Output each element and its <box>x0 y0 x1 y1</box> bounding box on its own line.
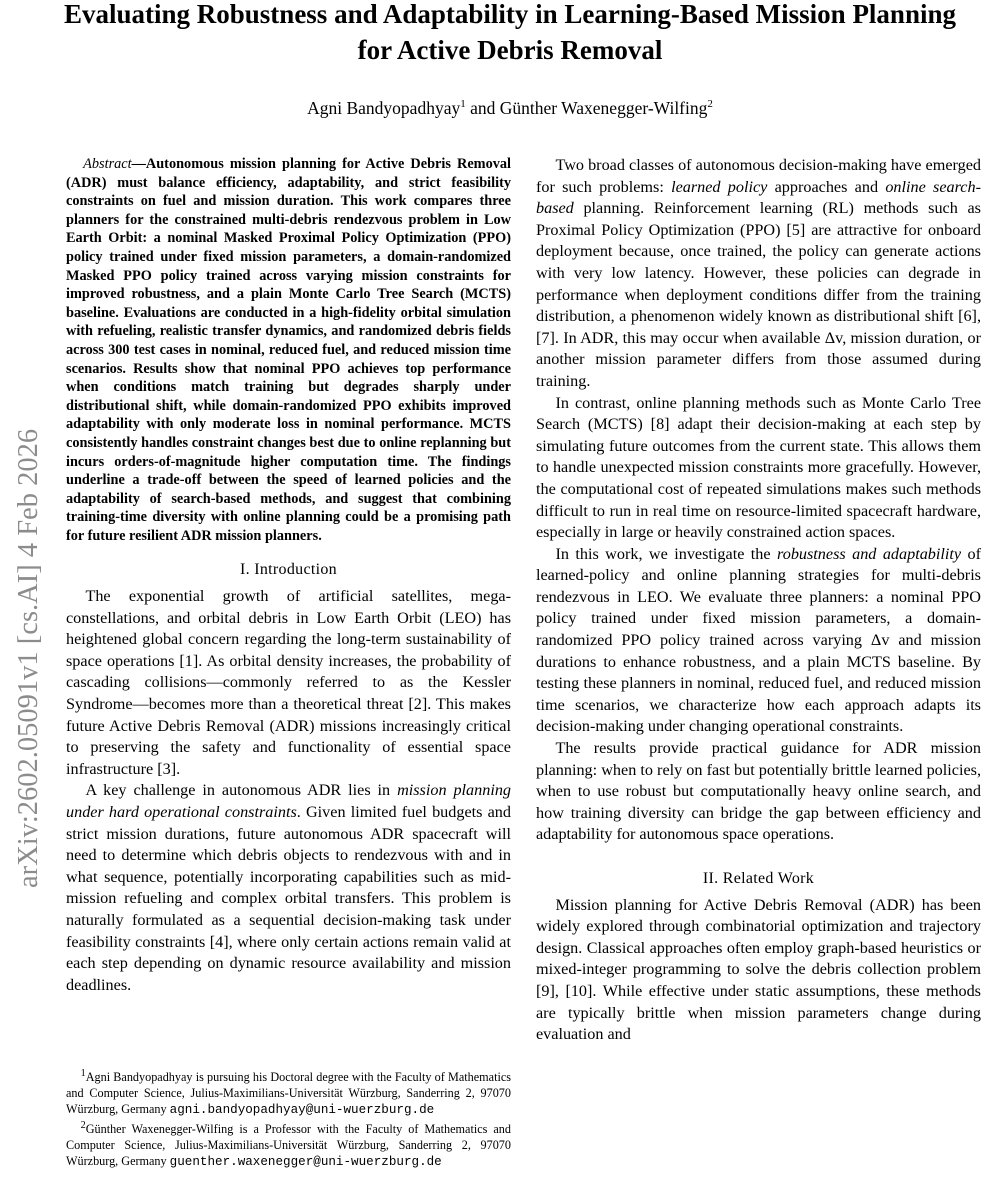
abstract-text: Autonomous mission planning for Active Debris Removal (ADR) must balance efficiency, adaptability, and strict feasibility constraints on fuel and mission duration. This work compares three planners for the constrained multi-debris rendezvous problem in Low Earth Orbit: a nominal Masked Proximal Policy Optimization (PPO) policy trained under fixed mission parameters, a domain-randomized Masked PPO policy trained across varying mission constraints for improved robustness, and a plain Monte Carlo Tree Search (MCTS) baseline. Evaluations are conducted in a high-fidelity orbital simulation with refueling, realistic transfer dynamics, and randomized debris fields across 300 test cases in nominal, reduced fuel, and reduced mission time scenarios. Results show that nominal PPO achieves top performance when conditions match training but degrades sharply under distributional shift, while domain-randomized PPO exhibits improved adaptability with only moderate loss in nominal performance. MCTS consistently handles constraint changes best due to online replanning but incurs orders-of-magnitude higher computation time. The findings underline a trade-off between the speed of learned policies and the adaptability of search-based methods, and suggest that combining training-time diversity with online planning could be a promising path for future resilient ADR mission planners. <box>66 156 511 544</box>
intro-p5-text-b: of learned-policy and online planning strategies for multi-debris rendezvous in LEO. We evaluate three planners: a nominal PPO policy trained under fixed mission parameters, a domain-randomized PPO policy trained across varying Δv and mission durations to enhance robustness, and a plain MCTS baseline. By testing these planners in nominal, reduced fuel, and reduced mission time scenarios, we characterize how each approach adapts its decision-making under changing operational constraints. <box>536 544 981 736</box>
author-line <box>60 92 960 120</box>
footnote-2-mark: 2 <box>80 1120 86 1132</box>
arxiv-identifier: arXiv:2602.05091v1 [cs.AI] 4 Feb 2026 <box>13 428 44 888</box>
intro-p3-emphasis-2: online search-based <box>536 177 981 218</box>
author-1-affiliation-mark: 1 <box>460 98 466 110</box>
intro-paragraph-2 <box>66 780 511 996</box>
abstract <box>66 155 511 545</box>
footnotes <box>66 1066 511 1171</box>
author-1: Agni Bandyopadhyay <box>307 97 461 118</box>
paper-title: Evaluating Robustness and Adaptability in Learning-Based Mission Planning for Active Debris Removal <box>63 0 956 65</box>
footnote-2-text: Günther Waxenegger-Wilfing is a Professor with the Faculty of Mathematics and Computer Science, Julius-Maximilians-Universität Würzburg, Sanderring 2, 97070 Würzburg, Germany <box>66 1122 511 1169</box>
intro-p5-emphasis: robustness and adaptability <box>777 544 962 563</box>
intro-paragraph-5 <box>536 544 981 738</box>
abstract-label: Abstract <box>83 156 132 172</box>
intro-paragraph-6: The results provide practical guidance for ADR mission planning: when to rely on fast but potentially brittle learned policies, when to use robust but computationally heavy online search, and how training diversity can bridge the gap between efficiency and adaptability for autonomous space operations. <box>536 739 981 844</box>
footnote-1 <box>66 1066 511 1118</box>
intro-paragraph-1: The exponential growth of artificial satellites, mega-constellations, and orbital debris in Low Earth Orbit (LEO) has heightened global concern regarding the long-term sustainability of space operations [1]. As orbital density increases, the probability of cascading collisions—commonly referred to as the Kessler Syndrome—becomes more than a theoretical threat [2]. This makes future Active Debris Removal (ADR) missions increasingly critical to preserving the safety and functionality of essential space infrastructure [3]. <box>66 587 511 778</box>
right-column <box>536 155 981 1046</box>
author-conjunction: and <box>465 97 500 118</box>
intro-p3-text-a: Two broad classes of autonomous decision-making have emerged for such problems: <box>536 156 981 196</box>
intro-p2-text-a: A key challenge in autonomous ADR lies in <box>85 781 398 800</box>
section-heading-related-work: II. Related Work <box>702 870 815 887</box>
footnote-1-text: Agni Bandyopadhyay is pursuing his Doctoral degree with the Faculty of Mathematics and Computer Science, Julius-Maximilians-Universität Würzburg, Sanderring 2, 97070 Würzburg, Germany <box>66 1070 511 1116</box>
author-2: Günther Waxenegger-Wilfing <box>499 97 708 118</box>
intro-p3-text-c: planning. Reinforcement learning (RL) methods such as Proximal Policy Optimization (PPO) [5] are attractive for onboard deployment because, once trained, the policy can generate actions with very low latency. However, these policies can degrade in performance when deployment conditions differ from the training distribution, a phenomenon widely known as distributional shift [6], [7]. In ADR, this may occur when available Δv, mission duration, or another mission parameter differs from those assumed during training. <box>536 199 981 390</box>
intro-p3-text-b: approaches and <box>767 177 886 196</box>
intro-paragraph-4: In contrast, online planning methods such as Monte Carlo Tree Search (MCTS) [8] adapt their decision-making at each step by simulating future outcomes from the current state. This allows them to handle unexpected mission constraints more gracefully. However, the computational cost of repeated simulations makes such methods difficult to run in real time on resource-limited spacecraft hardware, especially in large or heavily constrained action spaces. <box>536 393 981 542</box>
related-paragraph-1: Mission planning for Active Debris Removal (ADR) has been widely explored through combinatorial optimization and trajectory design. Classical approaches often employ graph-based heuristics or mixed-integer programming to solve the debris collection problem [9], [10]. While effective under static assumptions, these methods are typically brittle when mission parameters change during evaluation and <box>536 895 981 1044</box>
abstract-dash: — <box>131 156 146 172</box>
intro-paragraph-3 <box>536 155 981 393</box>
section-heading-introduction: I. Introduction <box>240 561 337 579</box>
footnote-1-email[interactable]: agni.bandyopadhyay@uni-wuerzburg.de <box>169 1102 435 1117</box>
intro-p5-text-a: In this work, we investigate the <box>555 544 778 563</box>
intro-p2-emphasis: mission planning under hard operational constraints <box>66 781 512 821</box>
intro-p2-text-b: . Given limited fuel budgets and strict mission durations, future autonomous ADR spacecraft will need to determine which debris objects to rendezvous with and in what sequence, potentially incorporating capabilities such as mid-mission refueling and complex orbital transfers. This problem is naturally formulated as a sequential decision-making task under feasibility constraints [4], where only certain actions remain valid at each step depending on dynamic resource availability and mission deadlines. <box>66 803 511 994</box>
intro-p3-emphasis-1: learned policy <box>671 177 768 196</box>
footnote-2-email[interactable]: guenther.waxenegger@uni-wuerzburg.de <box>169 1155 442 1170</box>
left-column <box>66 155 511 996</box>
author-2-affiliation-mark: 2 <box>707 98 713 110</box>
footnote-1-mark: 1 <box>80 1068 86 1079</box>
footnote-2 <box>66 1118 511 1170</box>
